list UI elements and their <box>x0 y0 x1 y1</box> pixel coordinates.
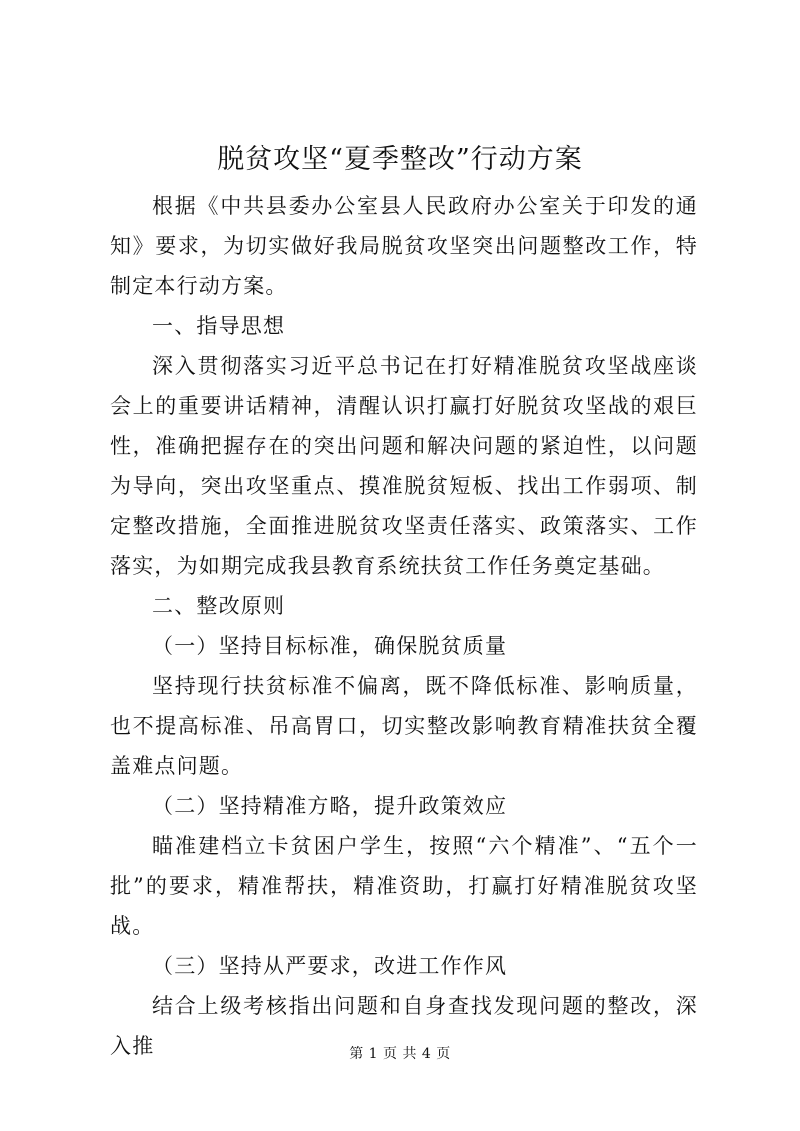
precise-strategy-paragraph: 瞄准建档立卡贫困户学生，按照“六个精准”、“五个一批”的要求，精准帮扶，精准资助，打赢打好精准脱贫攻坚战。 <box>110 834 698 938</box>
subheading-target-standard: （一）坚持目标标准，确保脱贫质量 <box>152 634 508 658</box>
subheading-strict-requirements: （三）坚持从严要求，改进工作作风 <box>152 954 508 978</box>
document-title: 脱贫攻坚“夏季整改”行动方案 <box>217 144 583 175</box>
document-body <box>110 186 698 1066</box>
guiding-thought-paragraph: 深入贯彻落实习近平总书记在打好精准脱贫攻坚战座谈会上的重要讲话精神，清醒认识打赢打好脱贫攻坚战的艰巨性，准确把握存在的突出问题和解决问题的紧迫性，以问题为导向，突出攻坚重点、摸准脱贫短板、找出工作弱项、制定整改措施，全面推进脱贫攻坚责任落实、政策落实、工作落实，为如期完成我县教育系统扶贫工作任务奠定基础。 <box>110 354 698 578</box>
target-standard-paragraph: 坚持现行扶贫标准不偏离，既不降低标准、影响质量，也不提高标准、吊高胃口，切实整改影响教育精准扶贫全覆盖难点问题。 <box>110 674 698 778</box>
subheading-precise-strategy: （二）坚持精准方略，提升政策效应 <box>152 794 508 818</box>
section-heading-principles: 二、整改原则 <box>152 594 286 618</box>
intro-paragraph: 根据《中共县委办公室县人民政府办公室关于印发的通知》要求，为切实做好我局脱贫攻坚突出问题整改工作，特制定本行动方案。 <box>110 194 698 298</box>
strict-requirements-paragraph: 结合上级考核指出问题和自身查找发现问题的整改，深入推 <box>110 994 698 1058</box>
page-footer: 第 1 页 共 4 页 <box>349 1046 451 1062</box>
section-heading-guiding-thought: 一、指导思想 <box>152 314 286 338</box>
